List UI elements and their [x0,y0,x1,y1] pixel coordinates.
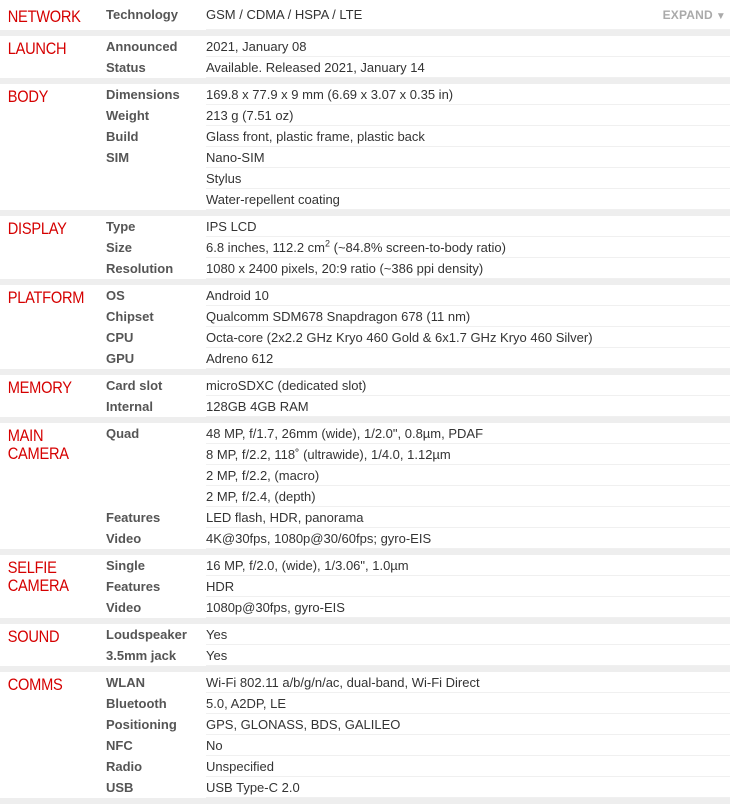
spec-value: 5.0, A2DP, LE [206,693,730,714]
spec-value: 6.8 inches, 112.2 $cm^2$ (~84.8% screen-to-body ratio) [206,237,730,258]
spec-label [96,168,206,189]
spec-row [96,189,730,210]
spec-row [96,216,730,237]
spec-row [96,126,730,147]
spec-label[interactable]: Radio [106,759,143,774]
spec-row [96,735,730,756]
spec-row [96,327,730,348]
spec-label[interactable]: Loudspeaker [106,627,187,642]
spec-label[interactable]: Video [106,600,142,615]
spec-label[interactable]: Resolution [106,261,174,276]
section-display [0,216,730,285]
section-comms [0,672,730,804]
spec-row [96,57,730,78]
section-title[interactable]: SOUND [7,627,60,646]
spec-value: 1080p@30fps, gyro-EIS [206,597,730,618]
expand-label: EXPAND [662,8,713,22]
spec-row [96,396,730,417]
section-body [0,84,730,216]
spec-label [96,189,206,210]
spec-label[interactable]: CPU [106,330,134,345]
spec-label[interactable]: Card slot [106,378,163,393]
section-launch [0,36,730,84]
spec-row [96,147,730,168]
spec-value: 2 MP, f/2.4, (depth) [206,486,730,507]
spec-row [96,465,730,486]
section-sound [0,624,730,672]
spec-label[interactable]: Features [106,579,161,594]
spec-row [96,258,730,279]
spec-label[interactable]: SIM [106,150,130,165]
spec-label [96,444,206,465]
spec-label [96,486,206,507]
spec-row [96,84,730,105]
spec-label[interactable]: Video [106,531,142,546]
spec-row [96,672,730,693]
spec-row [96,528,730,549]
spec-value: Android 10 [206,285,730,306]
spec-label[interactable]: Weight [106,108,150,123]
spec-label[interactable]: Features [106,510,161,525]
spec-value: HDR [206,576,730,597]
spec-row [96,777,730,798]
spec-label[interactable]: OS [106,288,125,303]
spec-value: 128GB 4GB RAM [206,396,730,417]
spec-value: Octa-core (2x2.2 GHz Kryo 460 Gold & 6x1.7 GHz Kryo 460 Silver) [206,327,730,348]
section-title[interactable]: NETWORK [7,7,81,26]
section-title[interactable]: MAIN CAMERA [7,426,69,463]
spec-row [96,714,730,735]
spec-row [96,36,730,57]
spec-value: Glass front, plastic frame, plastic back [206,126,730,147]
spec-row [96,576,730,597]
spec-row [96,645,730,666]
spec-value: 2021, January 08 [206,36,730,57]
section-title[interactable]: COMMS [7,675,63,694]
spec-label[interactable]: Internal [106,399,153,414]
spec-value: IPS LCD [206,216,730,237]
spec-value: GSM / CDMA / HSPA / LTE [206,0,730,30]
section-selfie-camera [0,555,730,624]
spec-label[interactable]: Quad [106,426,140,441]
spec-label[interactable]: Positioning [106,717,177,732]
spec-label [96,465,206,486]
spec-row [96,444,730,465]
spec-value: Qualcomm SDM678 Snapdragon 678 (11 nm) [206,306,730,327]
triangle-down-icon: ▼ [715,11,726,22]
spec-value: LED flash, HDR, panorama [206,507,730,528]
spec-row [96,0,730,30]
section-platform [0,285,730,375]
spec-value: Adreno 612 [206,348,730,369]
spec-value: Yes [206,645,730,666]
section-title[interactable]: PLATFORM [7,288,85,307]
spec-label[interactable]: Type [106,219,136,234]
section-title[interactable]: SELFIE CAMERA [7,558,69,595]
spec-value: Water-repellent coating [206,189,730,210]
section-title[interactable]: DISPLAY [7,219,67,238]
spec-row [96,348,730,369]
spec-value: GPS, GLONASS, BDS, GALILEO [206,714,730,735]
section-title[interactable]: BODY [7,87,49,106]
spec-value: 2 MP, f/2.2, (macro) [206,465,730,486]
expand-button[interactable] [663,8,726,22]
section-title[interactable]: LAUNCH [7,39,67,58]
spec-row [96,555,730,576]
spec-label[interactable]: Size [106,240,133,255]
spec-value: microSDXC (dedicated slot) [206,375,730,396]
spec-label[interactable]: 3.5mm jack [106,648,177,663]
spec-label[interactable]: Dimensions [106,87,180,102]
spec-row [96,306,730,327]
spec-row [96,237,730,258]
spec-row [96,105,730,126]
spec-value: Wi-Fi 802.11 a/b/g/n/ac, dual-band, Wi-Fi Direct [206,672,730,693]
section-memory [0,375,730,423]
spec-label[interactable]: Bluetooth [106,696,167,711]
spec-label[interactable]: Technology [106,7,178,22]
spec-row [96,756,730,777]
spec-row [96,486,730,507]
spec-row [96,285,730,306]
spec-label[interactable]: Chipset [106,309,154,324]
spec-label[interactable]: WLAN [106,675,145,690]
spec-value: 1080 x 2400 pixels, 20:9 ratio (~386 ppi density) [206,258,730,279]
spec-value: No [206,735,730,756]
spec-value: Available. Released 2021, January 14 [206,57,730,78]
spec-value: USB Type-C 2.0 [206,777,730,798]
spec-row [96,423,730,444]
spec-value: Yes [206,624,730,645]
spec-row [96,507,730,528]
spec-label[interactable]: Build [106,129,139,144]
spec-label[interactable]: Status [106,60,146,75]
spec-value: 16 MP, f/2.0, (wide), 1/3.06", 1.0µm [206,555,730,576]
spec-row [96,375,730,396]
spec-value: Stylus [206,168,730,189]
section-network [0,0,730,36]
spec-value: 169.8 x 77.9 x 9 mm (6.69 x 3.07 x 0.35 in) [206,84,730,105]
spec-value: 8 MP, f/2.2, 118˚ (ultrawide), 1/4.0, 1.12µm [206,444,730,465]
spec-value: Unspecified [206,756,730,777]
spec-label[interactable]: GPU [106,351,135,366]
spec-row [96,168,730,189]
spec-row [96,693,730,714]
section-title[interactable]: MEMORY [7,378,72,397]
spec-value: Nano-SIM [206,147,730,168]
spec-label[interactable]: Single [106,558,146,573]
spec-value: 4K@30fps, 1080p@30/60fps; gyro-EIS [206,528,730,549]
spec-row [96,597,730,618]
spec-label[interactable]: Announced [106,39,178,54]
spec-value: 213 g (7.51 oz) [206,105,730,126]
spec-row [96,624,730,645]
spec-label[interactable]: USB [106,780,134,795]
spec-label[interactable]: NFC [106,738,133,753]
spec-value: 48 MP, f/1.7, 26mm (wide), 1/2.0", 0.8µm, PDAF [206,423,730,444]
section-main-camera [0,423,730,555]
